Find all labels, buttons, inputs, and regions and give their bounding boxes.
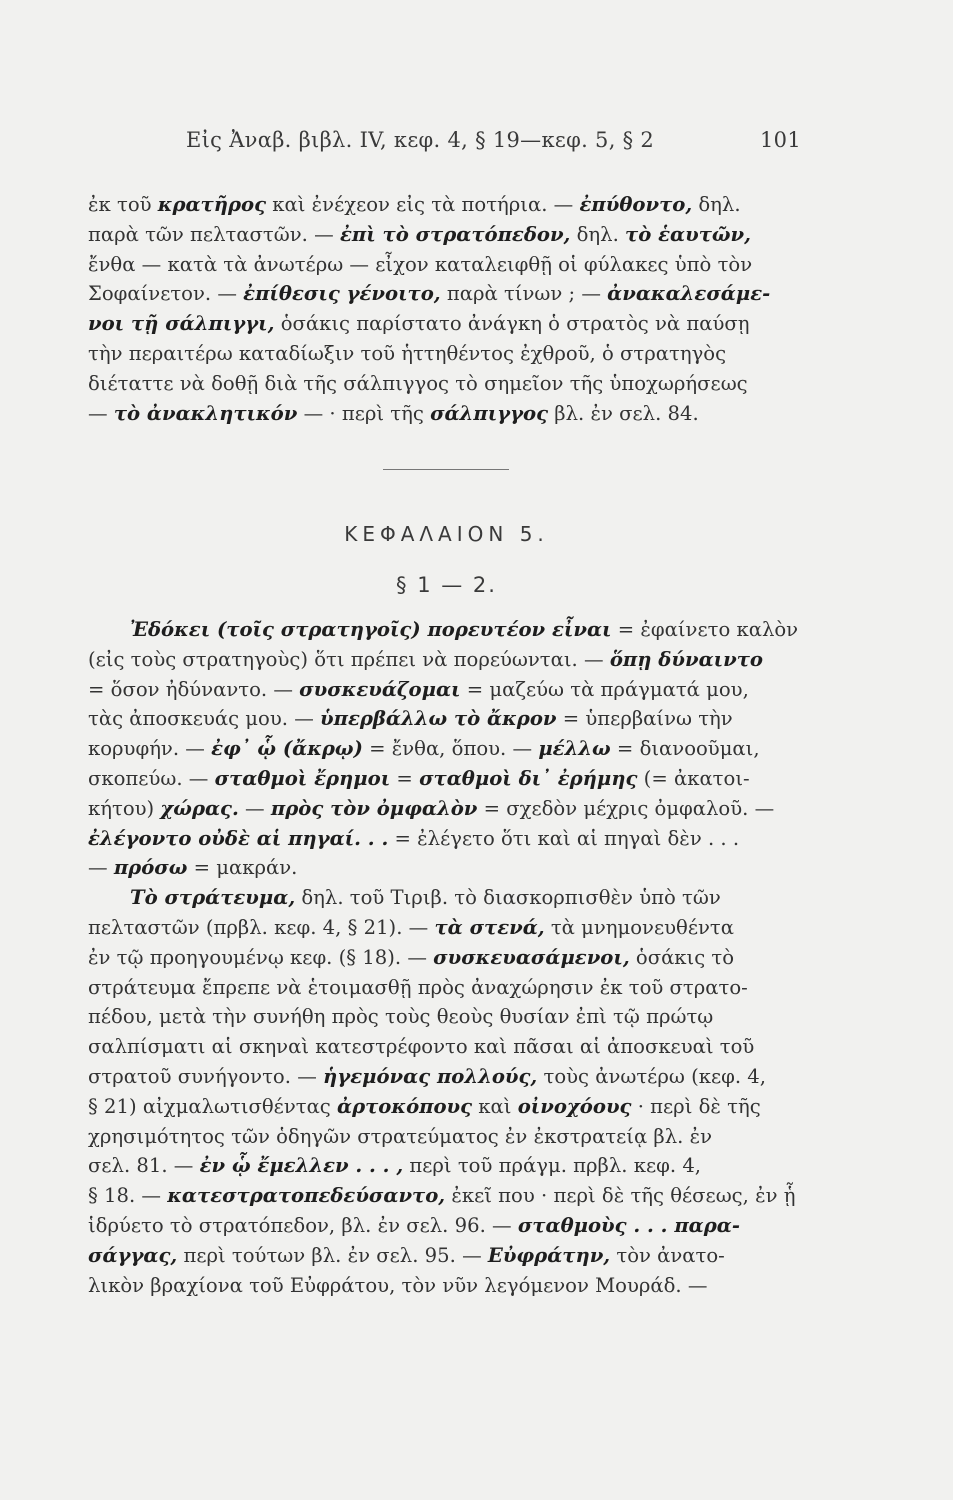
gloss-text: κορυφήν. — <box>88 737 212 761</box>
gloss-text: — · περὶ τῆς <box>297 401 431 425</box>
text-line <box>88 883 810 913</box>
text-line <box>88 1122 810 1152</box>
gloss-text: = ὑπερβαίνω τὴν <box>556 707 733 731</box>
lemma-term: σταθμοὶ ἔρημοι <box>214 766 391 790</box>
text-line <box>88 339 810 369</box>
lemma-term: ἐφ᾽ ᾧ (ἄκρῳ) <box>211 737 363 761</box>
lemma-term: τὸ ἑαυτῶν, <box>625 222 751 246</box>
text-line <box>88 645 810 675</box>
gloss-text: · περὶ δὲ τῆς <box>631 1094 761 1118</box>
lemma-term: χώρας. <box>160 796 239 820</box>
text-line <box>88 1151 810 1181</box>
lemma-term: σταθμοὶ δι᾽ ἐρήμης <box>419 766 638 790</box>
text-line <box>88 764 810 794</box>
gloss-text: § 21) αἰχμαλωτισθέντας <box>88 1094 338 1118</box>
text-line <box>88 824 810 854</box>
text-line <box>88 1181 810 1211</box>
lemma-term: κατεστρατοπεδεύσαντο, <box>167 1184 446 1208</box>
gloss-text: ὁσάκις παρίστατο ἀνάγκη ὁ στρατὸς νὰ παύσῃ <box>274 312 750 336</box>
gloss-text: βλ. ἐν σελ. 84. <box>548 401 699 425</box>
gloss-text: — <box>88 401 114 425</box>
gloss-text: = <box>390 766 420 790</box>
section-heading: § 1 — 2. <box>396 573 497 597</box>
lemma-term: τὰ στενά, <box>434 915 545 939</box>
lemma-term: σάλπιγγος <box>430 401 549 425</box>
text-line <box>88 250 810 280</box>
running-header <box>186 128 801 158</box>
commentary-block-chapter-5 <box>88 615 810 1300</box>
lemma-term: νοι τῇ σάλπιγγι, <box>88 312 275 336</box>
text-line <box>88 853 810 883</box>
section-divider <box>383 469 509 470</box>
lemma-term: κρατῆρος <box>157 193 267 216</box>
lemma-term: ἐπίθεσις γένοιτο, <box>243 282 441 306</box>
gloss-text: = μαζεύω τὰ πράγματά μου, <box>460 677 749 701</box>
gloss-text: (εἰς τοὺς στρατηγοὺς) ὅτι πρέπει νὰ πορεύωνται. — <box>88 647 610 671</box>
lemma-term: ἐπύθοντο, <box>579 193 693 216</box>
chapter-heading: ΚΕΦΑΛΑΙΟΝ 5. <box>344 522 549 546</box>
gloss-text: (= ἀκατοι- <box>637 766 750 790</box>
gloss-text: πέδου, μετὰ τὴν συνήθη πρὸς τοὺς θεοὺς θυσίαν ἐπὶ τῷ πρώτῳ <box>88 1005 714 1029</box>
gloss-text: τὰ μνημονευθέντα <box>544 915 734 939</box>
text-line <box>88 279 810 309</box>
gloss-text: — <box>238 796 271 820</box>
gloss-text: — <box>88 856 114 880</box>
gloss-text: = μακράν. <box>187 856 298 880</box>
lemma-term: Ἐδόκει (τοῖς στρατηγοῖς) πορευτέον εἶναι <box>130 618 612 641</box>
gloss-text: τὸν ἀνατο- <box>610 1243 725 1267</box>
gloss-text: δηλ. <box>570 222 626 246</box>
text-line <box>88 615 810 645</box>
text-line <box>88 1271 810 1301</box>
gloss-text: στρατοῦ συνήγοντο. — <box>88 1064 324 1088</box>
lemma-term: σάγγας, <box>88 1243 178 1267</box>
gloss-text: = ἔνθα, ὅπου. — <box>362 737 539 761</box>
page-number: 101 <box>760 128 801 152</box>
text-line <box>88 675 810 705</box>
gloss-text: ἐκεῖ που · περὶ δὲ τῆς θέσεως, ἐν ᾗ <box>445 1184 796 1208</box>
gloss-text: στράτευμα ἔπρεπε νὰ ἑτοιμασθῇ πρὸς ἀναχώρησιν ἐκ τοῦ στρατο- <box>88 975 748 999</box>
text-line <box>88 309 810 339</box>
text-line <box>88 220 810 250</box>
gloss-text: σαλπίσματι αἱ σκηναὶ κατεστρέφοντο καὶ πᾶσαι αἱ ἀποσκευαὶ τοῦ <box>88 1035 755 1059</box>
lemma-term: τὸ ἀνακλητικόν <box>113 401 298 425</box>
commentary-block-chapter-4 <box>88 190 810 428</box>
lemma-term: πρὸς τὸν ὀμφαλὸν <box>270 796 478 820</box>
lemma-term: ὅπῃ δύναιντο <box>609 647 763 671</box>
lemma-term: Εὐφράτην, <box>487 1243 611 1267</box>
lemma-term: ἀρτοκόπους <box>337 1094 473 1118</box>
gloss-text: περὶ τούτων βλ. ἐν σελ. 95. — <box>177 1243 488 1267</box>
gloss-text: = διανοοῦμαι, <box>610 737 760 761</box>
text-line <box>88 973 810 1003</box>
gloss-text: κήτου) <box>88 796 161 820</box>
lemma-term: συσκευάζομαι <box>299 677 461 701</box>
text-line <box>88 704 810 734</box>
lemma-term: ἀνακαλεσάμε- <box>607 282 771 306</box>
gloss-text: σελ. 81. — <box>88 1154 200 1178</box>
lemma-term: ἐλέγοντο οὐδὲ αἱ πηγαί. . . <box>88 826 389 850</box>
text-line <box>88 794 810 824</box>
lemma-term: ἐπὶ τὸ στρατόπεδον, <box>339 222 571 246</box>
lemma-term: ἡγεμόνας πολλούς, <box>323 1064 538 1088</box>
lemma-term: πρόσω <box>113 856 188 880</box>
text-line <box>88 1092 810 1122</box>
text-line <box>88 1211 810 1241</box>
text-line <box>88 369 810 399</box>
text-line <box>88 1002 810 1032</box>
gloss-text: καὶ ἐνέχεον εἰς τὰ ποτήρια. — <box>266 193 580 216</box>
gloss-text: ἐν τῷ προηγουμένῳ κεφ. (§ 18). — <box>88 945 434 969</box>
gloss-text: παρὰ τίνων ; — <box>440 282 608 306</box>
gloss-text: λικὸν βραχίονα τοῦ Εὐφράτου, τὸν νῦν λεγόμενον Μουράδ. — <box>88 1273 708 1297</box>
gloss-text: ἐκ τοῦ <box>88 193 158 216</box>
lemma-term: σταθμοὺς . . . παρα- <box>517 1213 740 1237</box>
gloss-text: § 18. — <box>88 1184 168 1208</box>
text-line <box>88 190 810 220</box>
gloss-text: χρησιμότητος τῶν ὁδηγῶν στρατεύματος ἐν ἐκστρατείᾳ βλ. ἐν <box>88 1124 713 1148</box>
gloss-text: περὶ τοῦ πράγμ. πρβλ. κεφ. 4, <box>403 1154 702 1178</box>
gloss-text: δηλ. <box>692 193 741 216</box>
lemma-term: οἰνοχόους <box>517 1094 632 1118</box>
text-line <box>88 943 810 973</box>
gloss-text: σκοπεύω. — <box>88 766 215 790</box>
lemma-term: ἐν ᾧ ἔμελλεν . . . , <box>199 1154 404 1178</box>
gloss-text: = σχεδὸν μέχρις ὀμφαλοῦ. — <box>477 796 775 820</box>
text-line <box>88 1062 810 1092</box>
text-line <box>88 399 810 429</box>
text-line <box>88 1241 810 1271</box>
running-title: Εἰς Ἀναβ. βιβλ. IV, κεφ. 4, § 19—κεφ. 5, § 2 <box>186 128 655 152</box>
gloss-text: = ἐλέγετο ὅτι καὶ αἱ πηγαὶ δὲν . . . <box>388 826 740 850</box>
gloss-text: ἔνθα — κατὰ τὰ ἀνωτέρω — εἶχον καταλειφθῇ οἱ φύλακες ὑπὸ τὸν <box>88 252 753 276</box>
gloss-text: Σοφαίνετον. — <box>88 282 244 306</box>
gloss-text: καὶ <box>472 1094 518 1118</box>
gloss-text: = ἐφαίνετο καλὸν <box>611 618 799 641</box>
lemma-term: Τὸ στράτευμα, <box>130 886 296 910</box>
lemma-term: μέλλω <box>538 737 611 761</box>
gloss-text: ἱδρύετο τὸ στρατόπεδον, βλ. ἐν σελ. 96. — <box>88 1213 518 1237</box>
gloss-text: τὰς ἀποσκευάς μου. — <box>88 707 321 731</box>
lemma-term: ὑπερβάλλω τὸ ἄκρον <box>320 707 557 731</box>
gloss-text: πελταστῶν (πρβλ. κεφ. 4, § 21). — <box>88 915 435 939</box>
gloss-text: παρὰ τῶν πελταστῶν. — <box>88 222 340 246</box>
gloss-text: τὴν περαιτέρω καταδίωξιν τοῦ ἡττηθέντος ἐχθροῦ, ὁ στρατηγὸς <box>88 341 727 365</box>
gloss-text: διέταττε νὰ δοθῇ διὰ τῆς σάλπιγγος τὸ σημεῖον τῆς ὑποχωρήσεως <box>88 371 748 395</box>
gloss-text: = ὅσον ἠδύναντο. — <box>88 677 300 701</box>
gloss-text: δηλ. τοῦ Τιριβ. τὸ διασκορπισθὲν ὑπὸ τῶν <box>295 886 721 910</box>
text-line <box>88 734 810 764</box>
gloss-text: τοὺς ἀνωτέρω (κεφ. 4, <box>537 1064 766 1088</box>
text-line <box>88 1032 810 1062</box>
gloss-text: ὁσάκις τὸ <box>629 945 735 969</box>
text-line <box>88 913 810 943</box>
lemma-term: συσκευασάμενοι, <box>433 945 630 969</box>
